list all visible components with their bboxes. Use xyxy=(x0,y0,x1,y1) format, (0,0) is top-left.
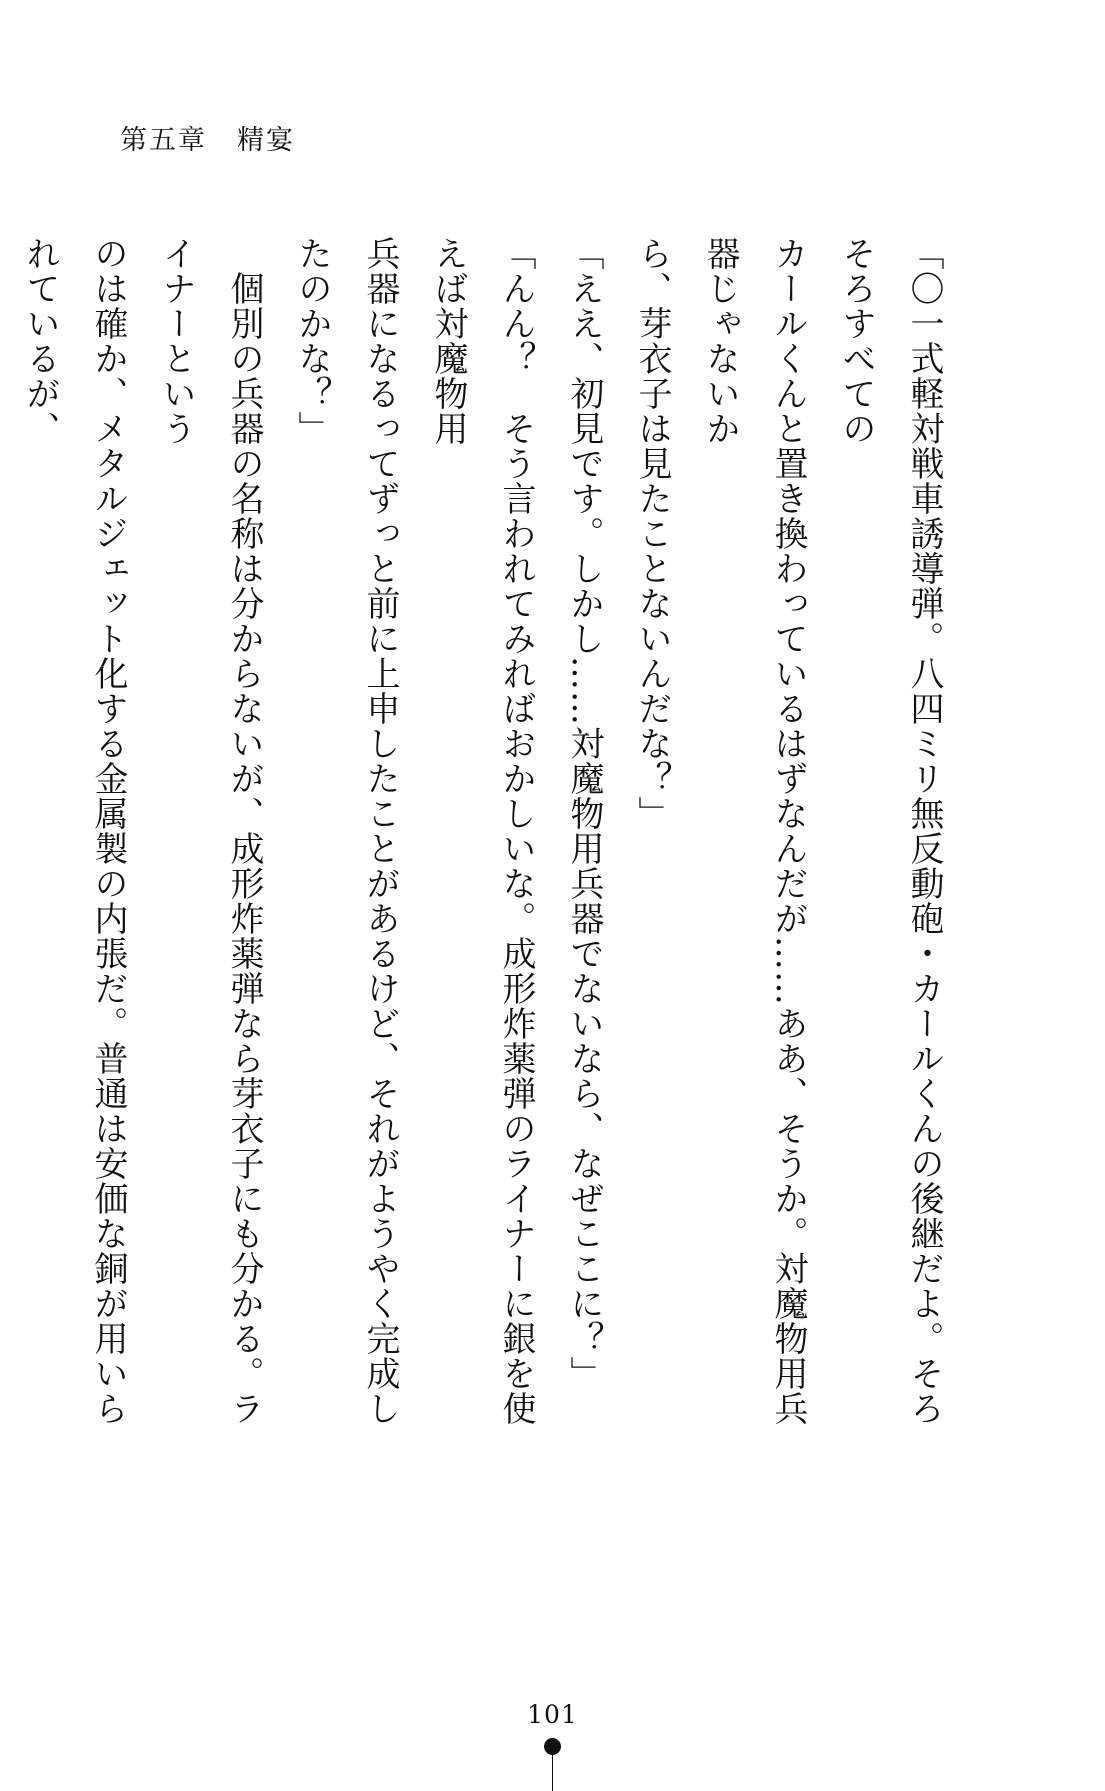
text-line: カールくんと置き換わっているはずなんだが……ああ、そうか。対魔物用兵器じゃないか xyxy=(700,236,808,1426)
chapter-title: 精宴 xyxy=(237,125,295,156)
text-line: 「んん？ そう言われてみればおかしいな。成形炸薬弾のライナーに銀を使えば対魔物用 xyxy=(428,236,536,1426)
text-line xyxy=(0,236,6,1451)
folio-line-ornament xyxy=(552,1755,553,1791)
text-line: 個別の兵器の名称は分からないが、成形炸薬弾なら芽衣子にも分かる。ライナーという xyxy=(156,236,264,1426)
text-line: ら、芽衣子は見たことないんだな？」 xyxy=(632,236,672,831)
running-head xyxy=(120,118,295,157)
page-number: 101 xyxy=(527,1700,578,1729)
folio-dot-ornament xyxy=(544,1738,561,1755)
chapter-number: 第五章 xyxy=(120,125,207,156)
text-line: 兵器になるってずっと前に上申したことがあるけど、それがようやく完成したのかな？」 xyxy=(292,236,400,1426)
text-line: 「〇一式軽対戦車誘導弾。八四ミリ無反動砲・カールくんの後継だよ。そろそろすべての xyxy=(836,236,944,1426)
body-text xyxy=(20,236,958,1451)
text-line: のは確か、メタルジェット化する金属製の内張だ。普通は安価な銅が用いられているが、 xyxy=(20,236,128,1426)
text-line: 「ええ、初見です。しかし……対魔物用兵器でないなら、なぜここに？」 xyxy=(564,236,604,1391)
